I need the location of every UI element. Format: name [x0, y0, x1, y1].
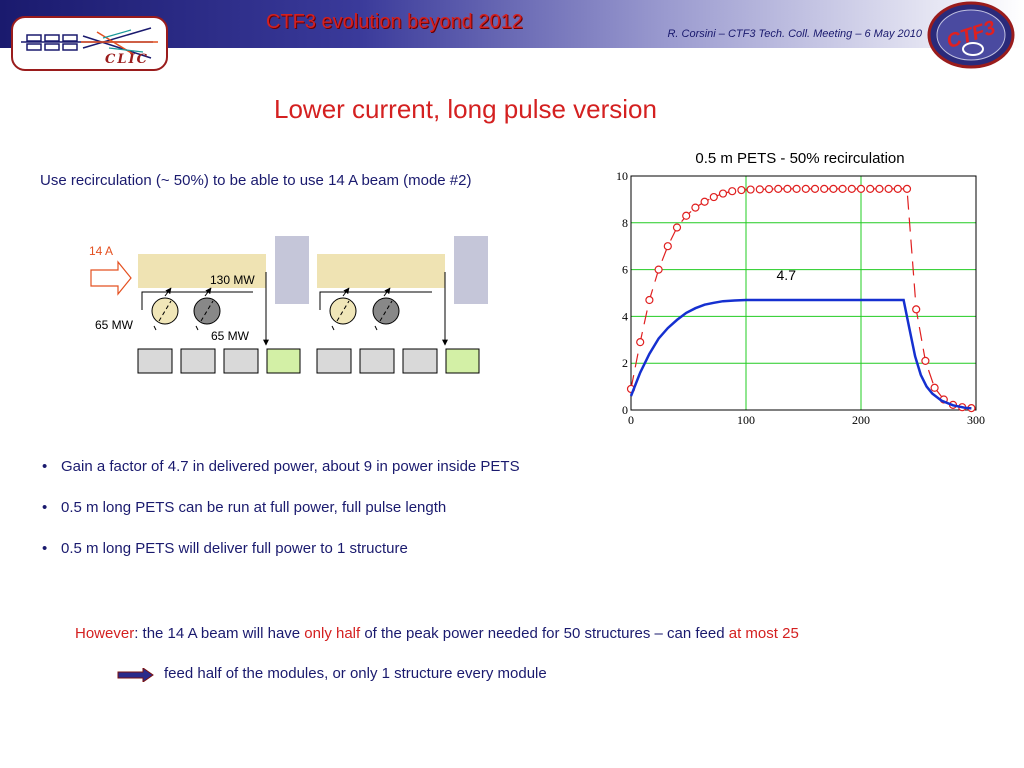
- y-tick-label: 6: [622, 262, 628, 277]
- tick-1b: [196, 326, 198, 330]
- y-tick-label: 4: [622, 309, 628, 324]
- data-point-red: [637, 339, 644, 346]
- tick-2b: [375, 326, 377, 330]
- ctf3-logo-text: CTF3: [943, 16, 999, 54]
- conclusion-text: feed half of the modules, or only 1 structure every module: [164, 665, 547, 682]
- bullet-list: [42, 458, 520, 581]
- data-point-red: [710, 194, 717, 201]
- data-point-red: [738, 187, 745, 194]
- data-point-red: [775, 185, 782, 192]
- data-point-red: [839, 185, 846, 192]
- annotation-label: 4.7: [776, 267, 796, 284]
- note-part-2: of the peak power needed for 50 structures – can feed: [360, 625, 729, 642]
- y-tick-label: 2: [622, 356, 628, 371]
- tick-2a: [332, 326, 334, 330]
- tick-1a: [154, 326, 156, 330]
- right-arrow-icon: [117, 668, 155, 682]
- quad-block-2: [454, 236, 488, 304]
- bullet-item: [42, 540, 520, 581]
- chart-title: 0.5 m PETS - 50% recirculation: [695, 150, 905, 167]
- data-point-red: [904, 185, 911, 192]
- data-point-red: [766, 186, 773, 193]
- header-credit: R. Corsini – CTF3 Tech. Coll. Meeting – 6 May 2010: [667, 28, 922, 40]
- note-part-1: : the 14 A beam will have: [134, 625, 305, 642]
- data-point-red: [701, 198, 708, 205]
- x-tick-label: 200: [852, 413, 870, 427]
- structure-2b: [360, 349, 394, 373]
- data-point-red: [922, 357, 929, 364]
- bullet-text: Gain a factor of 4.7 in delivered power, about 9 in power inside PETS: [61, 458, 520, 475]
- structure-1c: [224, 349, 258, 373]
- data-point-red: [729, 188, 736, 195]
- beam-diagram: [80, 232, 500, 382]
- data-point-red: [802, 185, 809, 192]
- beam-current-label: 14 A: [89, 244, 114, 258]
- data-point-red: [655, 266, 662, 273]
- however-word: However: [75, 625, 135, 642]
- label-65-mw-bottom: 65 MW: [211, 329, 250, 343]
- structure-1b: [181, 349, 215, 373]
- y-tick-label: 10: [616, 169, 628, 183]
- coupler-dark-1: [194, 298, 220, 324]
- data-point-red: [858, 185, 865, 192]
- coupler-light-2: [330, 298, 356, 324]
- bullet-dot-icon: •: [42, 458, 48, 475]
- data-point-red: [683, 212, 690, 219]
- load-1: [267, 349, 300, 373]
- only-half-text: only half: [304, 625, 361, 642]
- data-point-red: [885, 185, 892, 192]
- data-point-red: [821, 185, 828, 192]
- data-point-red: [931, 384, 938, 391]
- at-most-text: at most 25: [728, 625, 799, 642]
- data-point-red: [876, 185, 883, 192]
- x-tick-label: 300: [967, 413, 985, 427]
- beam-arrow-icon: [91, 262, 131, 294]
- bullet-dot-icon: •: [42, 499, 48, 516]
- label-130-mw: 130 MW: [210, 273, 255, 287]
- structure-2a: [317, 349, 351, 373]
- structure-1a: [138, 349, 172, 373]
- header-title: CTF3 evolution beyond 2012: [266, 11, 523, 33]
- x-tick-label: 0: [628, 413, 634, 427]
- data-point-red: [894, 185, 901, 192]
- load-2: [446, 349, 479, 373]
- data-point-red: [692, 204, 699, 211]
- quad-block-1: [275, 236, 309, 304]
- ctf3-logo: [925, 1, 1017, 69]
- bullet-text: 0.5 m long PETS can be run at full power, full pulse length: [61, 499, 447, 516]
- data-point-red: [913, 306, 920, 313]
- power-chart: [600, 168, 1000, 438]
- y-tick-label: 0: [622, 403, 628, 417]
- bullet-item: [42, 499, 520, 540]
- data-point-red: [720, 190, 727, 197]
- bullet-text: 0.5 m long PETS will deliver full power to 1 structure: [61, 540, 408, 557]
- data-point-red: [664, 243, 671, 250]
- data-point-red: [793, 185, 800, 192]
- however-note: [75, 625, 799, 642]
- page-title: Lower current, long pulse version: [274, 94, 657, 124]
- coupler-light-1: [152, 298, 178, 324]
- data-point-red: [747, 186, 754, 193]
- data-point-red: [784, 185, 791, 192]
- bullet-item: [42, 458, 520, 499]
- intro-text: Use recirculation (~ 50%) to be able to use 14 A beam (mode #2): [40, 172, 472, 189]
- data-point-red: [646, 297, 653, 304]
- data-point-red: [848, 185, 855, 192]
- plot-area: [631, 176, 976, 410]
- clic-logo-text: CLIC: [105, 52, 149, 67]
- bullet-dot-icon: •: [42, 540, 48, 557]
- label-65-mw-left: 65 MW: [95, 318, 134, 332]
- coupler-dark-2: [373, 298, 399, 324]
- y-tick-label: 8: [622, 215, 628, 230]
- clic-logo: [11, 16, 168, 71]
- data-point-red: [867, 185, 874, 192]
- data-point-red: [756, 186, 763, 193]
- x-tick-label: 100: [737, 413, 755, 427]
- data-point-red: [674, 224, 681, 231]
- data-point-red: [812, 185, 819, 192]
- structure-2c: [403, 349, 437, 373]
- pets-bar-2: [317, 254, 445, 288]
- data-point-red: [830, 185, 837, 192]
